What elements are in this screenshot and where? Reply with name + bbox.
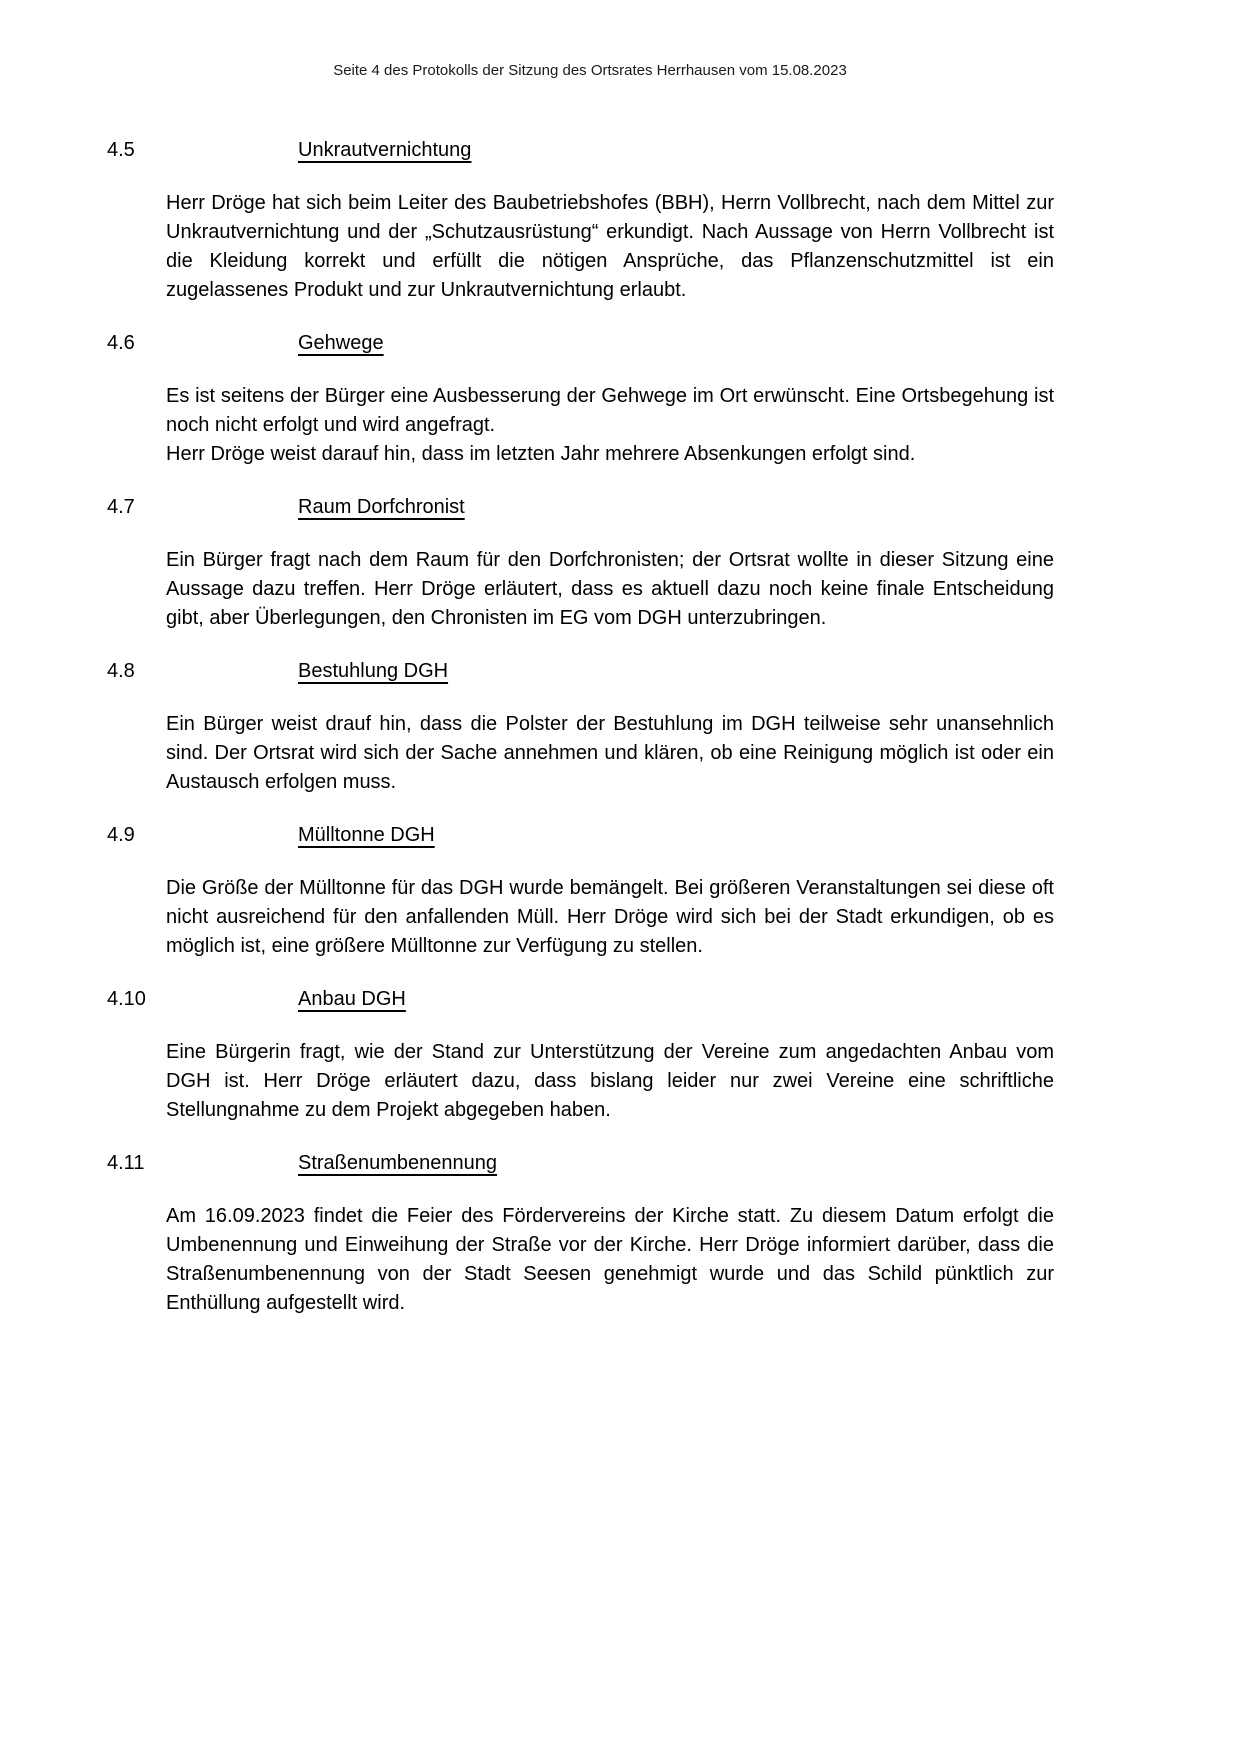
protocol-section xyxy=(107,985,1073,1125)
section-title: Raum Dorfchronist xyxy=(298,496,465,518)
section-paragraph: Am 16.09.2023 findet die Feier des Fördervereins der Kirche statt. Zu diesem Datum erfolgt die Umbenennung und Einweihung der Straße vor der Kirche. Herr Dröge informiert darüber, dass die Straßenumbenennung von der Stadt Seesen genehmigt wurde und das Schild pünktlich zur Enthüllung aufgestellt wird. xyxy=(166,1205,1054,1314)
sections-list xyxy=(107,136,1073,1318)
protocol-section xyxy=(107,657,1073,797)
section-paragraphs xyxy=(166,710,1054,797)
protocol-section xyxy=(107,136,1073,305)
section-heading-row xyxy=(107,1149,1073,1178)
section-number: 4.9 xyxy=(107,824,135,846)
section-number: 4.7 xyxy=(107,496,135,518)
section-paragraph: Die Größe der Mülltonne für das DGH wurde bemängelt. Bei größeren Veranstaltungen sei diese oft nicht ausreichend für den anfallenden Müll. Herr Dröge wird sich bei der Stadt erkundigen, ob es möglich ist, eine größere Mülltonne zur Verfügung zu stellen. xyxy=(166,877,1054,957)
protocol-section xyxy=(107,1149,1073,1318)
section-number: 4.11 xyxy=(107,1152,145,1174)
section-number: 4.8 xyxy=(107,660,135,682)
section-title: Straßenumbenennung xyxy=(298,1152,498,1174)
section-paragraph: Es ist seitens der Bürger eine Ausbesserung der Gehwege im Ort erwünscht. Eine Ortsbegehung ist noch nicht erfolgt und wird angefragt. xyxy=(166,385,1054,436)
section-title: Bestuhlung DGH xyxy=(298,660,449,682)
protocol-section xyxy=(107,821,1073,961)
section-paragraphs xyxy=(166,382,1054,469)
section-number: 4.5 xyxy=(107,139,135,161)
section-paragraphs xyxy=(166,874,1054,961)
section-paragraphs xyxy=(166,1038,1054,1125)
section-heading-row xyxy=(107,493,1073,522)
section-title: Gehwege xyxy=(298,332,384,354)
section-paragraph: Herr Dröge weist darauf hin, dass im letzten Jahr mehrere Absenkungen erfolgt sind. xyxy=(166,443,916,465)
section-heading-row xyxy=(107,985,1073,1014)
page-header-note: Seite 4 des Protokolls der Sitzung des Ortsrates Herrhausen vom 15.08.2023 xyxy=(333,62,847,79)
section-paragraph: Eine Bürgerin fragt, wie der Stand zur Unterstützung der Vereine zum angedachten Anbau vom DGH ist. Herr Dröge erläutert dazu, dass bislang leider nur zwei Vereine eine schriftliche Stellungnahme zu dem Projekt abgegeben haben. xyxy=(166,1041,1054,1121)
section-title: Mülltonne DGH xyxy=(298,824,435,846)
section-heading-row xyxy=(107,657,1073,686)
section-paragraph: Ein Bürger weist drauf hin, dass die Polster der Bestuhlung im DGH teilweise sehr unansehnlich sind. Der Ortsrat wird sich der Sache annehmen und klären, ob eine Reinigung möglich ist oder ein Austausch erfolgen muss. xyxy=(166,713,1054,793)
section-number: 4.6 xyxy=(107,332,135,354)
section-paragraph: Herr Dröge hat sich beim Leiter des Baubetriebshofes (BBH), Herrn Vollbrecht, nach dem Mittel zur Unkrautvernichtung und der „Schutzausrüstung“ erkundigt. Nach Aussage von Herrn Vollbrecht ist die Kleidung korrekt und erfüllt die nötigen Ansprüche, das Pflanzenschutzmittel ist ein zugelassenes Produkt und zur Unkrautvernichtung erlaubt. xyxy=(166,192,1054,301)
section-heading-row xyxy=(107,329,1073,358)
protocol-section xyxy=(107,493,1073,633)
section-heading-row xyxy=(107,136,1073,165)
protocol-section xyxy=(107,329,1073,469)
section-paragraphs xyxy=(166,1202,1054,1318)
section-heading-row xyxy=(107,821,1073,850)
section-paragraph: Ein Bürger fragt nach dem Raum für den Dorfchronisten; der Ortsrat wollte in dieser Sitzung eine Aussage dazu treffen. Herr Dröge erläutert, dass es aktuell dazu noch keine finale Entscheidung gibt, aber Überlegungen, den Chronisten im EG vom DGH unterzubringen. xyxy=(166,549,1054,629)
section-paragraphs xyxy=(166,546,1054,633)
section-title: Anbau DGH xyxy=(298,988,406,1010)
section-title: Unkrautvernichtung xyxy=(298,139,472,161)
section-number: 4.10 xyxy=(107,988,146,1010)
section-paragraphs xyxy=(166,189,1054,305)
